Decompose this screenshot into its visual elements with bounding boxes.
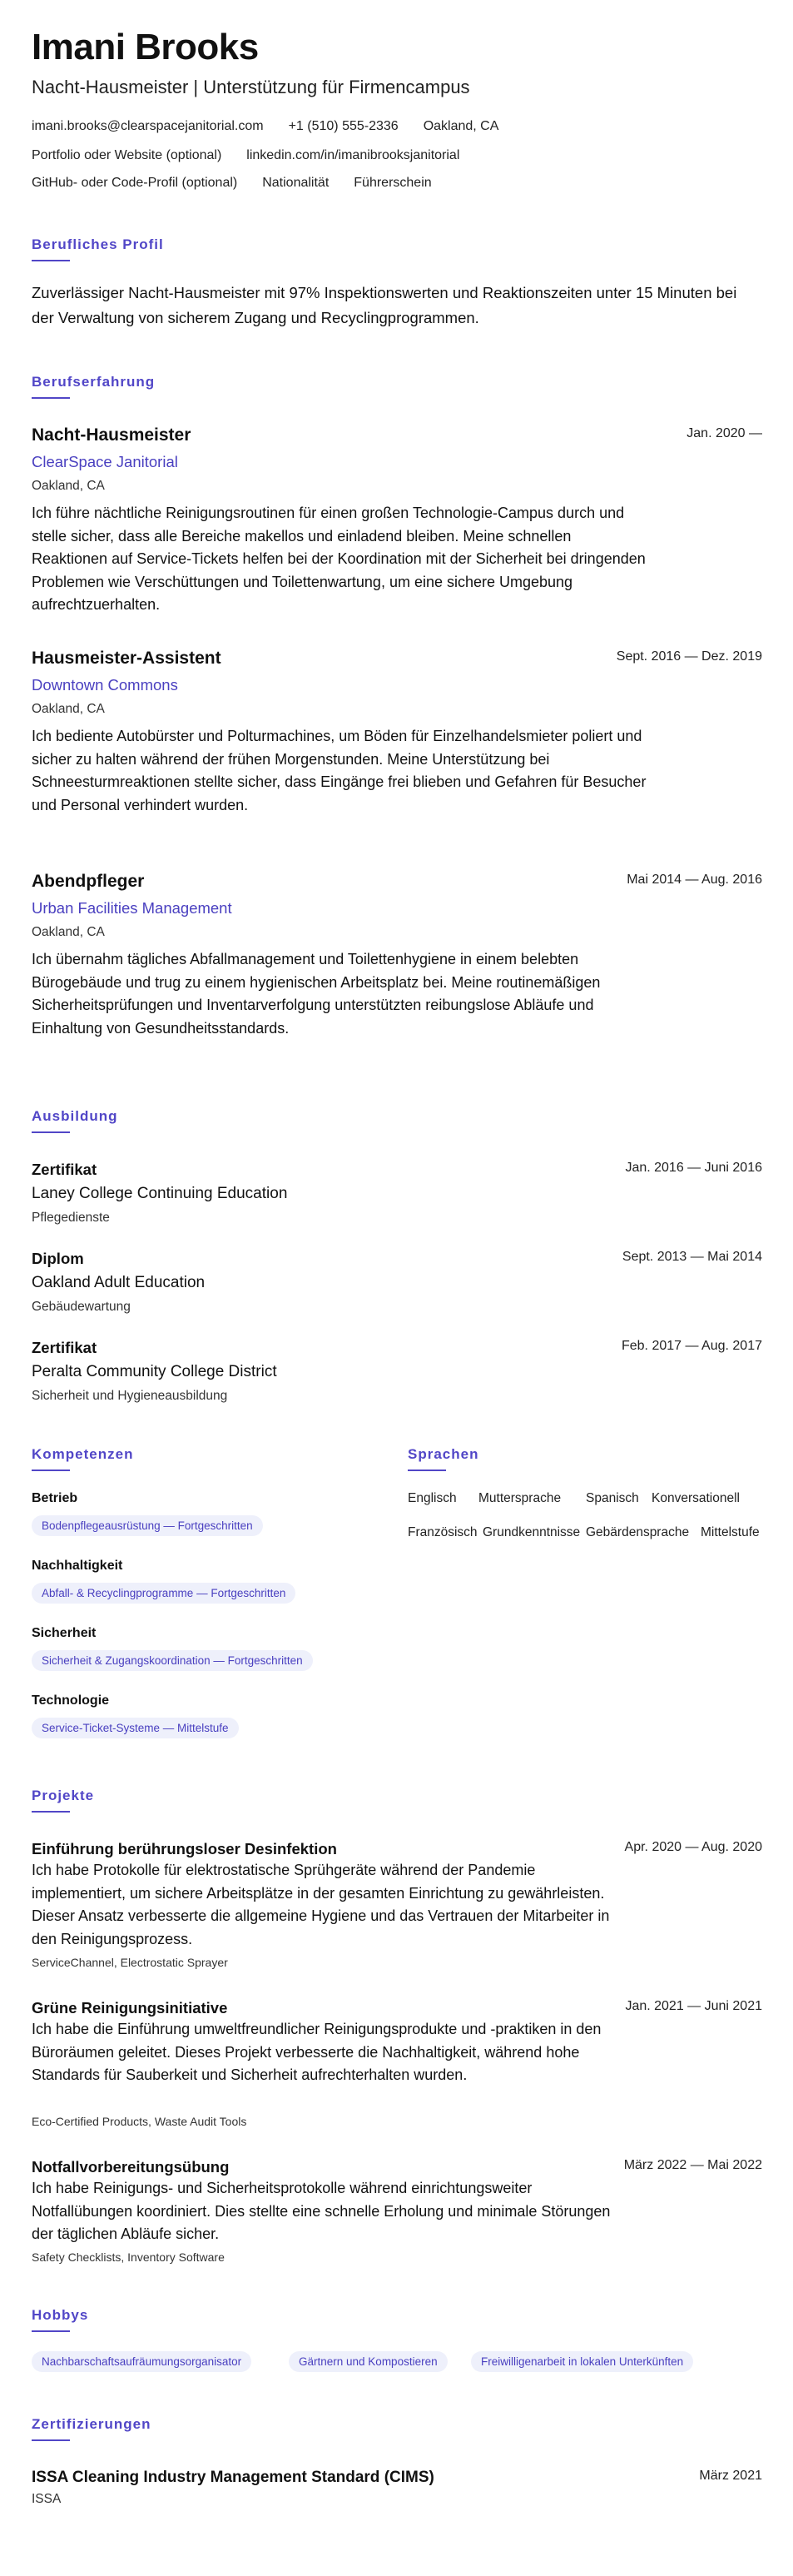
contact-row-1 <box>32 119 498 134</box>
candidate-name: Imani Brooks <box>32 27 259 67</box>
skill-category: Sicherheit <box>32 1626 97 1640</box>
institution-name: Peralta Community College District <box>32 1363 277 1380</box>
section-divider <box>32 260 70 261</box>
section-divider <box>32 2330 70 2332</box>
language-level: Konversationell <box>652 1491 740 1505</box>
linkedin-link[interactable]: linkedin.com/in/imanibrooksjanitorial <box>246 148 460 162</box>
contact-row-2 <box>32 148 459 163</box>
nationality: Nationalität <box>262 176 330 190</box>
language-level: Muttersprache <box>478 1491 562 1505</box>
degree-title: Zertifikat <box>32 1339 97 1356</box>
job-description: Ich bediente Autobürster und Polturmachines, um Böden für Einzelhandelsmieter poliert und sicher zu halten während der frühen Morgenstunden. Meine Unterstützung bei Schneesturmreaktionen stellte sicher, dass Eingänge frei blieben und Gefahren für Besucher und Personal verhindert wurden. <box>32 728 647 813</box>
job-description: Ich führe nächtliche Reinigungsroutinen für einen großen Technologie-Campus durch und stelle sicher, dass alle Bereiche makellos und einladend bleiben. Meine schnellen Reaktionen auf Service-Tickets helfen bei der Koordination mit der Sicherheit bei dringenden Problemen wie Verschüttungen und Toilettenwartung, um eine sichere Umgebung aufrechtzuerhalten. <box>32 505 646 613</box>
project-dates: Apr. 2020 — Aug. 2020 <box>624 1840 762 1854</box>
job-dates: Jan. 2020 — <box>686 426 762 440</box>
job-location: Oakland, CA <box>32 479 105 493</box>
skill-category: Betrieb <box>32 1491 78 1505</box>
certification-name: ISSA Cleaning Industry Management Standard (CIMS) <box>32 2469 434 2486</box>
skill-tag: Bodenpflegeausrüstung — Fortgeschritten <box>32 1515 263 1536</box>
project-dates: März 2022 — Mai 2022 <box>623 2158 762 2172</box>
job-description: Ich übernahm tägliches Abfallmanagement und Toilettenhygiene in einem belebten Bürogebäude und trug zu einem hygienischen Arbeitsplatz bei. Meine routinemäßigen Sicherheitsprüfungen und Inventarverfolgung unterstützten reibungslose Abläufe und Einhaltung von Gesundheitsstandards. <box>32 951 601 1037</box>
section-divider <box>32 2439 70 2441</box>
section-title-projects: Projekte <box>32 1788 95 1803</box>
language-name: Französisch <box>408 1525 478 1539</box>
project-description: Ich habe die Einführung umweltfreundlicher Reinigungsprodukte und -praktiken in den Büroräumen geleitet. Dieses Projekt verbesserte die Nachhaltigkeit, während hohe Standards für Sauberkeit und Sicherheit aufrechterhalten wurden. <box>32 2021 602 2083</box>
project-title: Einführung berührungsloser Desinfektion <box>32 1840 337 1857</box>
field-of-study: Gebäudewartung <box>32 1300 131 1314</box>
location: Oakland, CA <box>423 119 499 133</box>
section-title-experience: Berufserfahrung <box>32 374 156 390</box>
section-title-hobbies: Hobbys <box>32 2307 89 2323</box>
field-of-study: Sicherheit und Hygieneausbildung <box>32 1389 228 1403</box>
education-dates: Sept. 2013 — Mai 2014 <box>622 1250 762 1264</box>
hobby-tag: Gärtnern und Kompostieren <box>289 2351 448 2372</box>
candidate-headline: Nacht-Hausmeister | Unterstützung für Firmencampus <box>32 77 470 97</box>
company-name: Downtown Commons <box>32 676 178 694</box>
section-title-languages: Sprachen <box>408 1446 479 1462</box>
section-divider <box>408 1470 446 1471</box>
institution-name: Oakland Adult Education <box>32 1274 206 1291</box>
section-title-skills: Kompetenzen <box>32 1446 134 1462</box>
certification-issuer: ISSA <box>32 2492 62 2506</box>
degree-title: Diplom <box>32 1250 84 1267</box>
certification-date: März 2021 <box>699 2469 762 2483</box>
project-description: Ich habe Reinigungs- und Sicherheitsprotokolle während einrichtungsweiter Notfallübungen koordiniert. Dies stellte eine schnelle Erholung und minimale Störungen der täglichen Abläufe sicher. <box>32 2180 611 2242</box>
project-tech: ServiceChannel, Electrostatic Sprayer <box>32 1956 228 1969</box>
project-tech: Eco-Certified Products, Waste Audit Tools <box>32 2115 247 2128</box>
job-location: Oakland, CA <box>32 925 105 939</box>
education-dates: Feb. 2017 — Aug. 2017 <box>621 1339 762 1353</box>
language-name: Spanisch <box>586 1491 639 1505</box>
email-link[interactable]: imani.brooks@clearspacejanitorial.com <box>32 119 264 133</box>
field-of-study: Pflegedienste <box>32 1211 110 1225</box>
job-dates: Sept. 2016 — Dez. 2019 <box>616 649 762 664</box>
project-description: Ich habe Protokolle für elektrostatische Sprühgeräte während der Pandemie implementiert, um sichere Arbeitsplätze in der gesamten Einrichtung zu gewährleisten. Dieser Ansatz verbesserte die allgemeine Hygiene und das Vertrauen der Mitarbeiter in den Reinigungsprozess. <box>32 1862 610 1947</box>
section-title-profile: Berufliches Profil <box>32 236 164 252</box>
phone-number[interactable]: +1 (510) 555-2336 <box>288 119 399 133</box>
project-title: Notfallvorbereitungsübung <box>32 2158 230 2176</box>
hobby-tag: Nachbarschaftsaufräumungsorganisator <box>32 2351 251 2372</box>
company-name: Urban Facilities Management <box>32 899 232 917</box>
contact-row-3 <box>32 176 432 191</box>
profile-summary: Zuverlässiger Nacht-Hausmeister mit 97% Inspektionswerten und Reaktionszeiten unter 15 Minuten bei der Verwaltung von sicherem Zugang und Recyclingprogrammen. <box>32 284 737 326</box>
company-name: ClearSpace Janitorial <box>32 453 178 470</box>
github-link[interactable]: GitHub- oder Code-Profil (optional) <box>32 176 238 190</box>
language-level: Mittelstufe <box>701 1525 760 1539</box>
skill-tag: Sicherheit & Zugangskoordination — Fortgeschritten <box>32 1650 313 1671</box>
skill-category: Technologie <box>32 1693 110 1708</box>
institution-name: Laney College Continuing Education <box>32 1185 288 1202</box>
section-title-certifications: Zertifizierungen <box>32 2416 151 2432</box>
project-tech: Safety Checklists, Inventory Software <box>32 2250 225 2264</box>
section-divider <box>32 1811 70 1813</box>
job-dates: Mai 2014 — Aug. 2016 <box>627 873 762 887</box>
job-title: Abendpfleger <box>32 872 145 891</box>
drivers-license: Führerschein <box>354 176 432 190</box>
hobby-tag: Freiwilligenarbeit in lokalen Unterkünften <box>471 2351 693 2372</box>
degree-title: Zertifikat <box>32 1161 97 1178</box>
project-title: Grüne Reinigungsinitiative <box>32 1999 228 2017</box>
skill-tag: Abfall- & Recyclingprogramme — Fortgeschritten <box>32 1583 295 1604</box>
language-name: Gebärdensprache <box>586 1525 690 1539</box>
section-divider <box>32 1470 70 1471</box>
skill-tag: Service-Ticket-Systeme — Mittelstufe <box>32 1718 239 1738</box>
job-title: Hausmeister-Assistent <box>32 649 221 668</box>
section-divider <box>32 397 70 399</box>
section-divider <box>32 1131 70 1133</box>
language-level: Grundkenntnisse <box>483 1525 581 1539</box>
project-dates: Jan. 2021 — Juni 2021 <box>625 1999 762 2013</box>
job-location: Oakland, CA <box>32 702 105 716</box>
job-title: Nacht-Hausmeister <box>32 425 191 445</box>
education-dates: Jan. 2016 — Juni 2016 <box>625 1161 762 1175</box>
skill-category: Nachhaltigkeit <box>32 1559 123 1573</box>
section-title-education: Ausbildung <box>32 1108 118 1124</box>
website-link[interactable]: Portfolio oder Website (optional) <box>32 148 222 162</box>
language-name: Englisch <box>408 1491 457 1505</box>
